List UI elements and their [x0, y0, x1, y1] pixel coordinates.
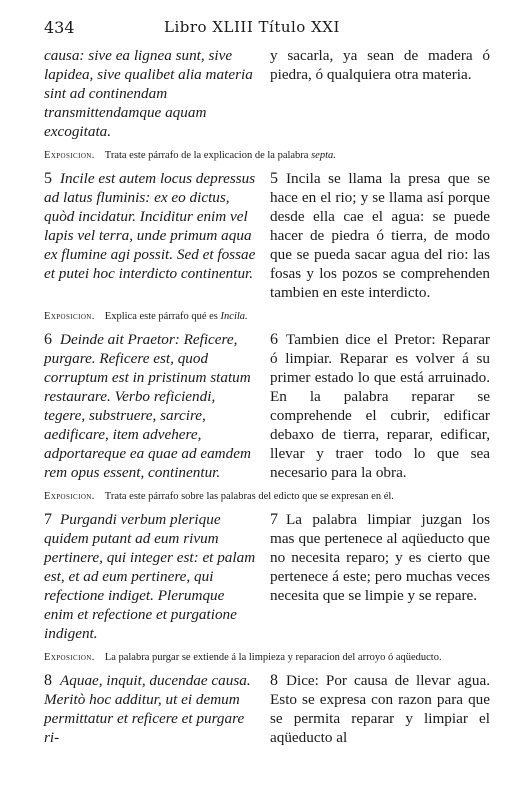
paragraph-number: 6	[44, 331, 52, 348]
section-0	[44, 46, 490, 141]
exposition-label: Exposicion.	[44, 491, 95, 502]
paragraph-number: 5	[44, 170, 52, 187]
latin-column	[44, 169, 256, 302]
spanish-text: Incila se llama la presa que se hace en el rio; y se llama así porque desde ella cae el agua: se puede hacer de piedra ó tierra, de modo que se pueda sacar agua del rio: las fosas y los pozos se comprehenden tambien en este interdicto.	[270, 170, 490, 301]
spanish-column	[270, 46, 490, 141]
spanish-text: La palabra limpiar juzgan los mas que pertenece al aqüeducto que no necesita reparo; y es cierto que pertenece á este; pero muchas veces necesita que se limpie y se repare.	[270, 511, 490, 604]
latin-text: causa: sive ea lignea sunt, sive lapidea, sive qualibet alia materia sint ad continendam transmittendamque aquam excogitata.	[44, 47, 253, 140]
latin-text: Deinde ait Praetor: Reficere, purgare. Reficere est, quod corruptum est in pristinum statum restaurare. Verbo reficiendi, tegere, substruere, sarcire, aedificare, item advehere, adportareque ea quae ad eamdem rem opus essent, continentur.	[44, 331, 251, 481]
exposition-text: Explica este párrafo qué es	[104, 311, 218, 322]
paragraph-number: 8	[270, 672, 278, 689]
exposition-label: Exposicion.	[44, 652, 95, 663]
spanish-column	[270, 330, 490, 482]
paragraph-number: 6	[270, 331, 278, 348]
exposition-text: Trata este párrafo de la explicacion de la palabra	[104, 150, 309, 161]
spanish-text: Dice: Por causa de llevar agua. Esto se expresa con razon para que se permita reparar y limpiar el aqüeducto al	[270, 672, 490, 746]
page-header	[44, 14, 490, 46]
latin-column	[44, 46, 256, 141]
spanish-text: y sacarla, ya sean de madera ó piedra, ó qualquiera otra materia.	[270, 47, 490, 83]
spanish-column	[270, 169, 490, 302]
exposition-1	[44, 310, 490, 324]
latin-text: Purgandi verbum plerique quidem putant ad eum rivum pertinere, qui integer est: et palam est, et ad eum pertinere, qui refectione indiget. Plerumque enim et refectione et purgatione indigent.	[44, 511, 256, 642]
exposition-text: La palabra purgar se extiende á la limpieza y reparacion del arroyo ó aqüeducto.	[104, 652, 442, 663]
paragraph-number: 7	[270, 511, 278, 528]
latin-column	[44, 671, 256, 747]
section-2	[44, 330, 490, 482]
latin-text: Incile est autem locus depressus ad latus fluminis: ex eo dictus, quòd incidatur. Inciditur enim vel lapis vel terra, unde primum aqua ex flumine agi possit. Sed et fossae et putei hoc interdicto continentur.	[44, 170, 256, 282]
section-4	[44, 671, 490, 747]
spanish-column	[270, 510, 490, 643]
exposition-text: Trata este párrafo sobre las palabras del edicto que se expresan en él.	[104, 491, 394, 502]
exposition-italic: septa.	[311, 150, 336, 161]
exposition-label: Exposicion.	[44, 150, 95, 161]
latin-column	[44, 330, 256, 482]
running-title: Libro XLIII Título XXI	[164, 18, 340, 36]
exposition-0	[44, 149, 490, 163]
latin-text: Aquae, inquit, ducendae causa. Meritò hoc additur, ut ei demum permittatur et reficere et purgare ri-	[44, 672, 251, 746]
spanish-column	[270, 671, 490, 747]
paragraph-number: 5	[270, 170, 278, 187]
latin-column	[44, 510, 256, 643]
paragraph-number: 8	[44, 672, 52, 689]
paragraph-number: 7	[44, 511, 52, 528]
section-3	[44, 510, 490, 643]
exposition-label: Exposicion.	[44, 311, 95, 322]
section-1	[44, 169, 490, 302]
page	[44, 14, 490, 747]
spanish-text: Tambien dice el Pretor: Reparar ó limpiar. Reparar es volver á su primer estado lo que está arruinado. En la palabra reparar se comprehende el cubrir, edificar debaxo de tierra, reparar, edificar, llevar y traer todo lo que sea necesario para la obra.	[270, 331, 490, 481]
exposition-2	[44, 490, 490, 504]
page-number: 434	[44, 18, 75, 37]
exposition-3	[44, 651, 490, 665]
exposition-italic: Incila.	[220, 311, 248, 322]
